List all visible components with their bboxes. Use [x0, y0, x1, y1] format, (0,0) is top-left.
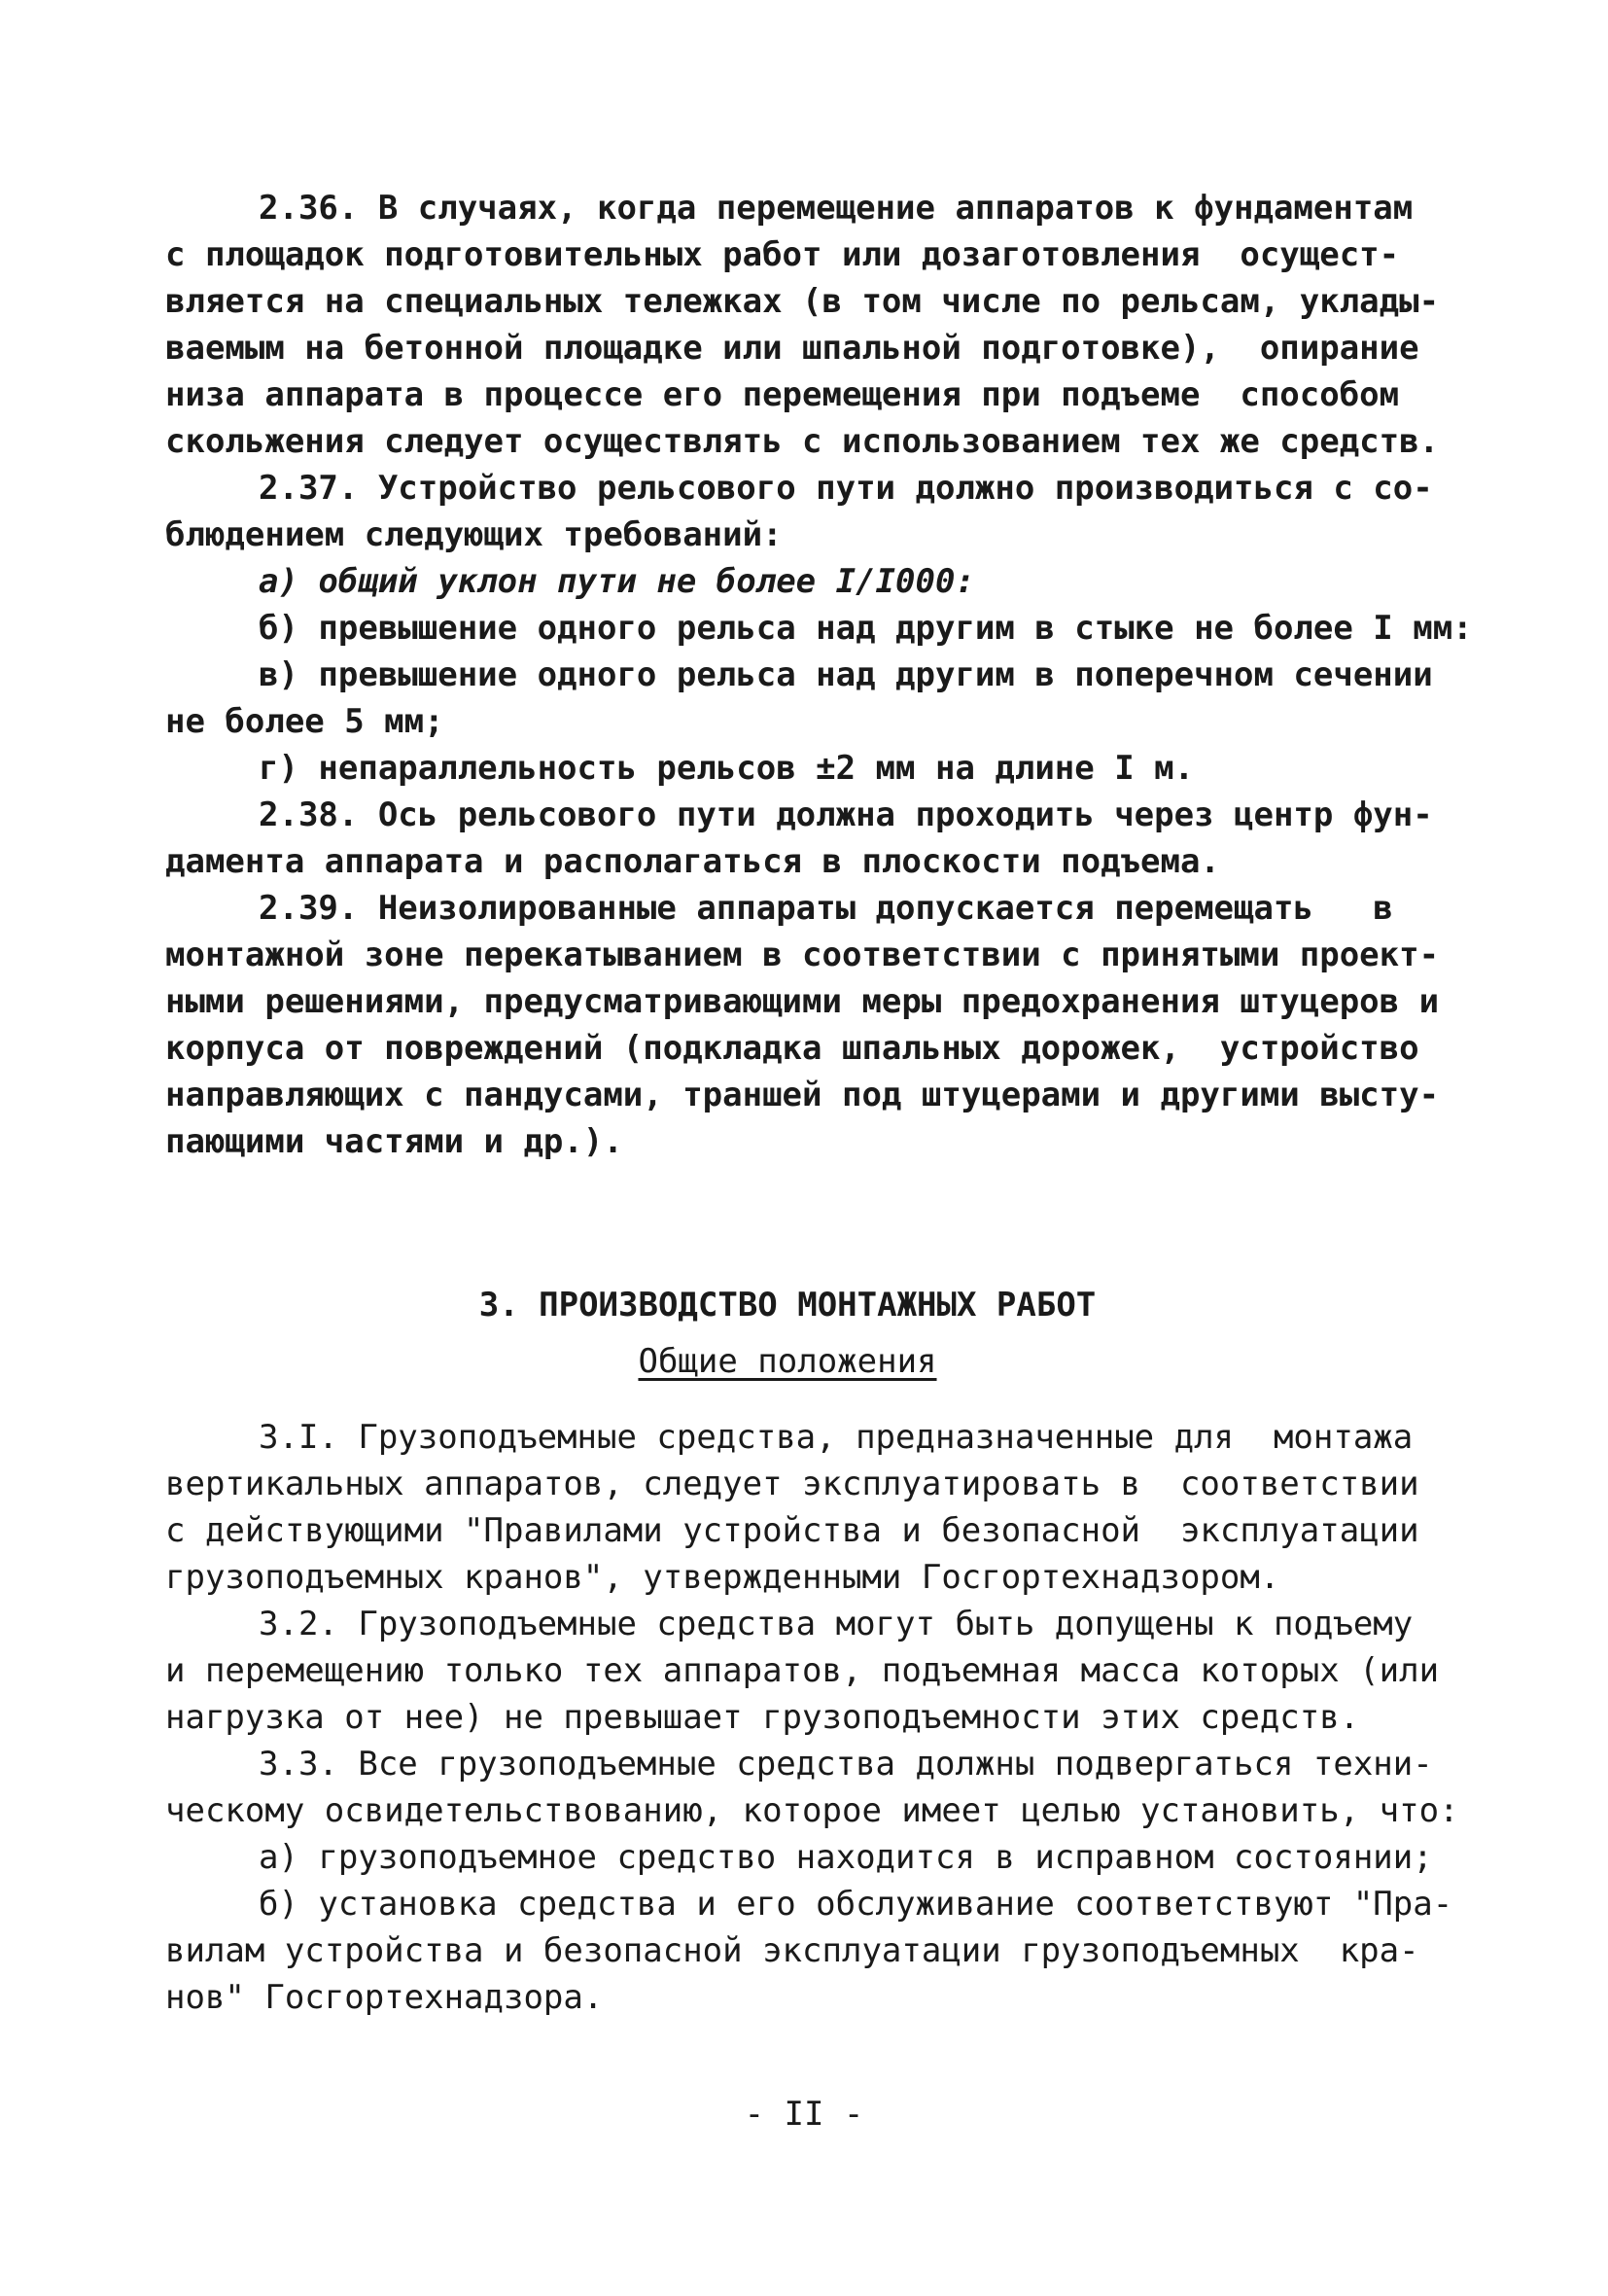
requirement-d: г) непараллельность рельсов ±2 мм на длине I м. [259, 749, 1195, 788]
paragraph-3-1-line-1: 3.I. Грузоподъемные средства, предназначенные для монтажа [259, 1418, 1414, 1457]
condition-a: а) грузоподъемное средство находится в исправном состоянии; [259, 1838, 1433, 1877]
paragraph-2-39-line-2: монтажной зоне перекатыванием в соответствии с принятыми проект- [165, 936, 1440, 974]
paragraph-3-2-line-3: нагрузка от нее) не превышает грузоподъемности этих средств. [165, 1698, 1360, 1737]
document-page [165, 185, 1473, 2021]
paragraph-2-38-line-1: 2.38. Ось рельсового пути должна проходить через центр фун- [259, 795, 1433, 834]
requirement-a: а) общий уклон пути не более I/I000: [259, 562, 975, 601]
section-spacer [165, 1165, 1410, 1282]
section-3 [165, 1282, 1459, 2021]
paragraph-2-36-line-4: ваемым на бетонной площадке или шпальной подготовке), опирание [165, 329, 1419, 368]
paragraph-2-36-line-6: скольжения следует осуществлять с использованием тех же средств. [165, 422, 1440, 461]
section-3-title: 3. ПРОИЗВОДСТВО МОНТАЖНЫХ РАБОТ [478, 1286, 1097, 1325]
paragraph-2-38-line-2: дамента аппарата и располагаться в плоскости подъема. [165, 842, 1220, 881]
condition-b-line-2: вилам устройства и безопасной эксплуатации грузоподъемных кра- [165, 1931, 1419, 1970]
paragraph-2-39-line-1: 2.39. Неизолированные аппараты допускается перемещать в [259, 889, 1393, 928]
page-number: - II - [744, 2095, 864, 2134]
paragraph-2-37-line-1: 2.37. Устройство рельсового пути должно производиться с со- [259, 469, 1433, 508]
paragraph-3-1-line-4: грузоподъемных кранов", утвержденными Госгортехнадзором. [165, 1558, 1280, 1597]
paragraph-2-39-line-3: ными решениями, предусматривающими меры предохранения штуцеров и [165, 982, 1440, 1021]
section-3-subtitle-text: Общие положения [638, 1342, 937, 1381]
paragraph-2-36-line-1: 2.36. В случаях, когда перемещение аппаратов к фундаментам [259, 189, 1414, 228]
section-3-subtitle [165, 1338, 1410, 1385]
paragraph-3-1-line-2: вертикальных аппаратов, следует эксплуатировать в соответствии [165, 1465, 1419, 1503]
paragraph-3-3-line-2: ческому освидетельствованию, которое имеет целью установить, что: [165, 1791, 1459, 1830]
paragraph-2-39-line-4: корпуса от повреждений (подкладка шпальных дорожек, устройство [165, 1029, 1419, 1068]
paragraph-2-39-line-5: направляющих с пандусами, траншей под штуцерами и другими высту- [165, 1076, 1440, 1114]
condition-b-line-3: нов" Госгортехнадзора. [165, 1978, 604, 2017]
paragraph-3-3-line-1: 3.3. Все грузоподъемные средства должны подвергаться техни- [259, 1745, 1433, 1784]
paragraph-2-39-line-6: пающими частями и др.). [165, 1122, 623, 1161]
paragraph-3-2-line-1: 3.2. Грузоподъемные средства могут быть допущены к подъему [259, 1605, 1414, 1643]
section-2-text [165, 185, 1473, 1165]
paragraph-2-36-line-5: низа аппарата в процессе его перемещения при подъеме способом [165, 375, 1400, 414]
paragraph-3-1-line-3: с действующими "Правилами устройства и безопасной эксплуатации [165, 1511, 1419, 1550]
paragraph-2-36-line-2: с площадок подготовительных работ или дозаготовления осущест- [165, 235, 1400, 274]
paragraph-2-37-line-2: блюдением следующих требований: [165, 515, 783, 554]
requirement-b: б) превышение одного рельса над другим в стыке не более I мм: [259, 609, 1473, 648]
condition-b-line-1: б) установка средства и его обслуживание соответствуют "Пра- [259, 1885, 1453, 1924]
requirement-c-line-2: не более 5 мм; [165, 702, 444, 741]
paragraph-2-36-line-3: вляется на специальных тележках (в том числе по рельсам, уклады- [165, 282, 1440, 321]
paragraph-3-2-line-2: и перемещению только тех аппаратов, подъемная масса которых (или [165, 1651, 1440, 1690]
requirement-c-line-1: в) превышение одного рельса над другим в поперечном сечении [259, 655, 1433, 694]
